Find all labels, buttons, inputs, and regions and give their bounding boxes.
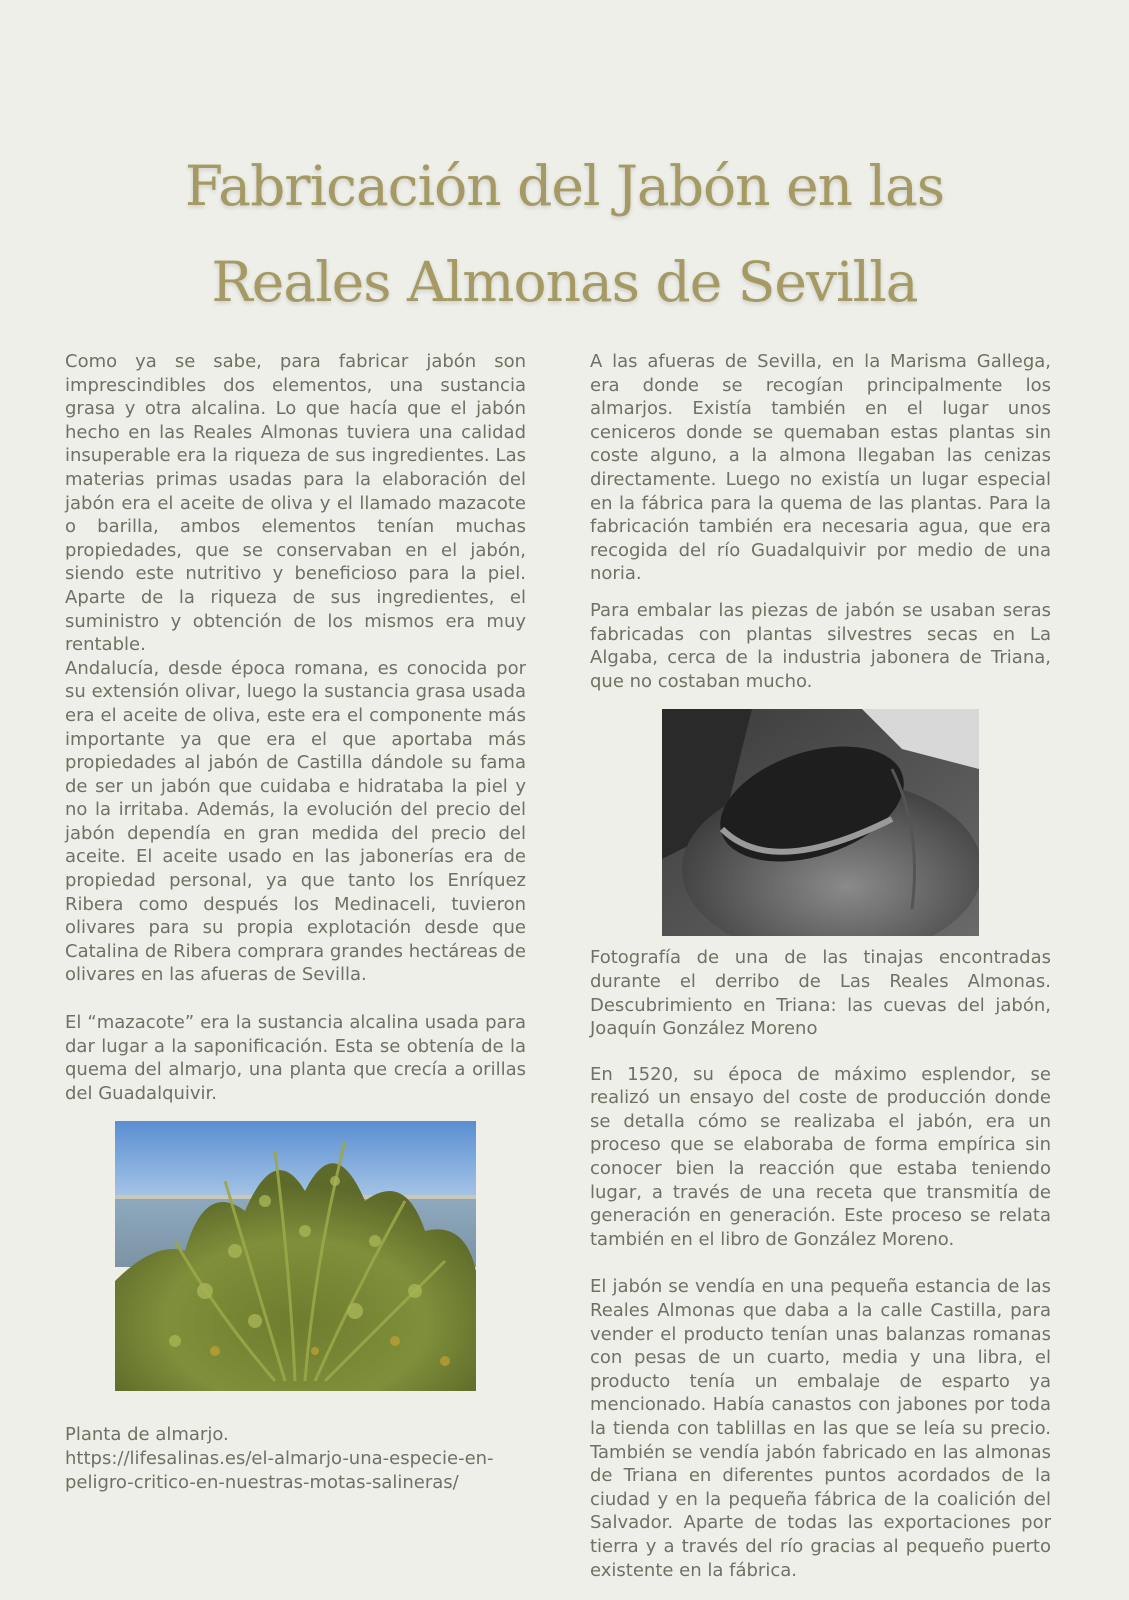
title-line-2: Reales Almonas de Sevilla (211, 250, 918, 314)
title-line-1: Fabricación del Jabón en las (184, 154, 945, 218)
page-title (0, 138, 1129, 330)
left-column (65, 350, 526, 1494)
right-column (590, 350, 1051, 1582)
left-paragraph-1: Como ya se sabe, para fabricar jabón son imprescindibles dos elementos, una sustancia grasa y otra alcalina. Lo que hacía que el jabón hecho en las Reales Almonas tuviera una calidad insuperable era la riqueza de sus ingredientes. Las materias primas usadas para la elaboración del jabón era el aceite de oliva y el llamado mazacote o barilla, ambos elementos tenían muchas propiedades, que se conservaban en el jabón, siendo este nutritivo y beneficioso para la piel. Aparte de la riqueza de sus ingredientes, el suministro y obtención de los mismos era muy rentable. (65, 351, 526, 656)
plant-caption-url: https://lifesalinas.es/el-almarjo-una-especie-en-peligro-critico-en-nuestras-motas-salineras/ (65, 1448, 494, 1493)
tinaja-photo (662, 709, 979, 936)
tinaja-caption: Fotografía de una de las tinajas encontradas durante el derribo de Las Reales Almonas. Descubrimiento en Triana: las cuevas del jabón, Joaquín González Moreno (590, 947, 1051, 1040)
left-paragraph-2: Andalucía, desde época romana, es conocida por su extensión olivar, luego la sustancia grasa usada era el aceite de oliva, este era el componente más importante ya que era el que aportaba más propiedades al jabón de Castilla dándole su fama de ser un jabón que cuidaba e hidrataba la piel y no la irritaba. Además, la evolución del precio del jabón dependía en gran medida del precio del aceite. El aceite usado en las jabonerías era de propiedad personal, ya que tanto los Enríquez Ribera como después los Medinaceli, tuvieron olivares para su propia explotación desde que Catalina de Ribera comprara grandes hectáreas de olivares en las afueras de Sevilla. (65, 657, 526, 986)
right-paragraph-3: En 1520, su época de máximo esplendor, se realizó un ensayo del coste de producción donde se detalla cómo se realizaba el jabón, era un proceso que se elaboraba de forma empírica sin conocer bien la reacción que estaba teniendo lugar, a través de una receta que transmitía de generación en generación. Este proceso se relata también en el libro de González Moreno. (590, 1063, 1051, 1250)
right-paragraph-1: A las afueras de Sevilla, en la Marisma Gallega, era donde se recogían principalmente los almarjos. Existía también en el lugar unos ceniceros donde se quemaban estas plantas sin coste alguno, a la almona llegaban las cenizas directamente. Luego no existía un lugar especial en la fábrica para la quema de las plantas. Para la fabricación también era necesaria agua, que era recogida del río Guadalquivir por medio de una noria. (590, 351, 1051, 585)
plant-caption-title: Planta de almarjo. (65, 1424, 229, 1446)
left-paragraph-3: El “mazacote” era la sustancia alcalina usada para dar lugar a la saponificación. Esta se obtenía de la quema del almarjo, una planta que crecía a orillas del Guadalquivir. (65, 1012, 526, 1104)
almarjo-plant-photo (115, 1121, 476, 1391)
right-paragraph-4: El jabón se vendía en una pequeña estancia de las Reales Almonas que daba a la calle Castilla, para vender el producto tenían unas balanzas romanas con pesas de un cuarto, media y una libra, el producto tenía un embalaje de esparto ya mencionado. Había canastos con jabones por toda la tienda con tablillas en las que se leía su precio. También se vendía jabón fabricado en las almonas de Triana en diferentes puntos acordados de la ciudad y en la pequeña fábrica de la coalición del Salvador. Aparte de todas las exportaciones por tierra y a través del río gracias al pequeño puerto existente en la fábrica. (590, 1276, 1051, 1581)
right-paragraph-2: Para embalar las piezas de jabón se usaban seras fabricadas con plantas silvestres secas en La Algaba, cerca de la industria jabonera de Triana, que no costaban mucho. (590, 599, 1051, 692)
